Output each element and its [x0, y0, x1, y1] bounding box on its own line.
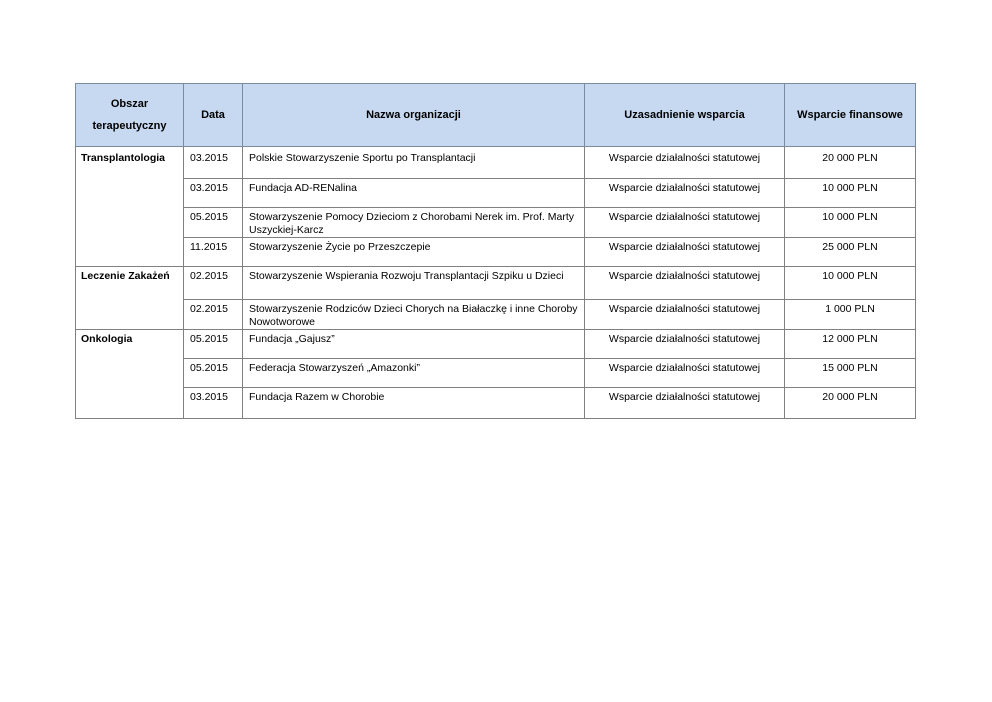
- justification-cell: Wsparcie działalności statutowej: [585, 359, 785, 388]
- justification-cell: Wsparcie działalności statutowej: [585, 388, 785, 419]
- therapeutic-area-cell: Transplantologia: [76, 147, 184, 267]
- organization-cell: Stowarzyszenie Pomocy Dzieciom z Chorobami Nerek im. Prof. Marty Uszyckiej-Karcz: [243, 208, 585, 238]
- amount-cell: 1 000 PLN: [785, 300, 916, 330]
- date-cell: 02.2015: [184, 300, 243, 330]
- amount-cell: 20 000 PLN: [785, 388, 916, 419]
- table-row: [76, 179, 916, 208]
- header-row: [76, 84, 916, 147]
- header-area-line2: terapeutyczny: [92, 120, 167, 132]
- date-cell: 05.2015: [184, 208, 243, 238]
- table-row: [76, 300, 916, 330]
- justification-cell: Wsparcie działalności statutowej: [585, 267, 785, 300]
- justification-cell: Wsparcie działalności statutowej: [585, 147, 785, 179]
- organization-cell: Stowarzyszenie Rodziców Dzieci Chorych na Białaczkę i inne Choroby Nowotworowe: [243, 300, 585, 330]
- amount-cell: 12 000 PLN: [785, 330, 916, 359]
- table-row: [76, 267, 916, 300]
- justification-cell: Wsparcie działalności statutowej: [585, 238, 785, 267]
- organization-cell: Fundacja Razem w Chorobie: [243, 388, 585, 419]
- header-amount: Wsparcie finansowe: [785, 84, 916, 147]
- amount-cell: 10 000 PLN: [785, 208, 916, 238]
- table-row: [76, 388, 916, 419]
- header-organization: Nazwa organizacji: [243, 84, 585, 147]
- amount-cell: 20 000 PLN: [785, 147, 916, 179]
- table-row: [76, 208, 916, 238]
- justification-cell: Wsparcie działalności statutowej: [585, 208, 785, 238]
- justification-cell: Wsparcie działalności statutowej: [585, 330, 785, 359]
- date-cell: 03.2015: [184, 179, 243, 208]
- organization-cell: Polskie Stowarzyszenie Sportu po Transplantacji: [243, 147, 585, 179]
- justification-cell: Wsparcie działalności statutowej: [585, 300, 785, 330]
- therapeutic-area-cell: Leczenie Zakażeń: [76, 267, 184, 330]
- amount-cell: 10 000 PLN: [785, 267, 916, 300]
- organization-cell: Fundacja „Gajusz”: [243, 330, 585, 359]
- date-cell: 03.2015: [184, 147, 243, 179]
- header-justification: Uzasadnienie wsparcia: [585, 84, 785, 147]
- date-cell: 02.2015: [184, 267, 243, 300]
- table-row: [76, 147, 916, 179]
- header-therapeutic-area: [76, 84, 184, 147]
- justification-cell: Wsparcie działalności statutowej: [585, 179, 785, 208]
- therapeutic-area-cell: Onkologia: [76, 330, 184, 419]
- date-cell: 05.2015: [184, 359, 243, 388]
- date-cell: 03.2015: [184, 388, 243, 419]
- organization-cell: Federacja Stowarzyszeń „Amazonki”: [243, 359, 585, 388]
- organization-cell: Fundacja AD-RENalina: [243, 179, 585, 208]
- table-row: [76, 238, 916, 267]
- amount-cell: 15 000 PLN: [785, 359, 916, 388]
- date-cell: 11.2015: [184, 238, 243, 267]
- date-cell: 05.2015: [184, 330, 243, 359]
- table-row: [76, 359, 916, 388]
- header-area-line1: Obszar: [110, 98, 149, 110]
- grants-table: [75, 83, 916, 419]
- header-date: Data: [184, 84, 243, 147]
- table-row: [76, 330, 916, 359]
- amount-cell: 25 000 PLN: [785, 238, 916, 267]
- table-body: [76, 147, 916, 419]
- amount-cell: 10 000 PLN: [785, 179, 916, 208]
- table-header: [76, 84, 916, 147]
- organization-cell: Stowarzyszenie Życie po Przeszczepie: [243, 238, 585, 267]
- organization-cell: Stowarzyszenie Wspierania Rozwoju Transplantacji Szpiku u Dzieci: [243, 267, 585, 300]
